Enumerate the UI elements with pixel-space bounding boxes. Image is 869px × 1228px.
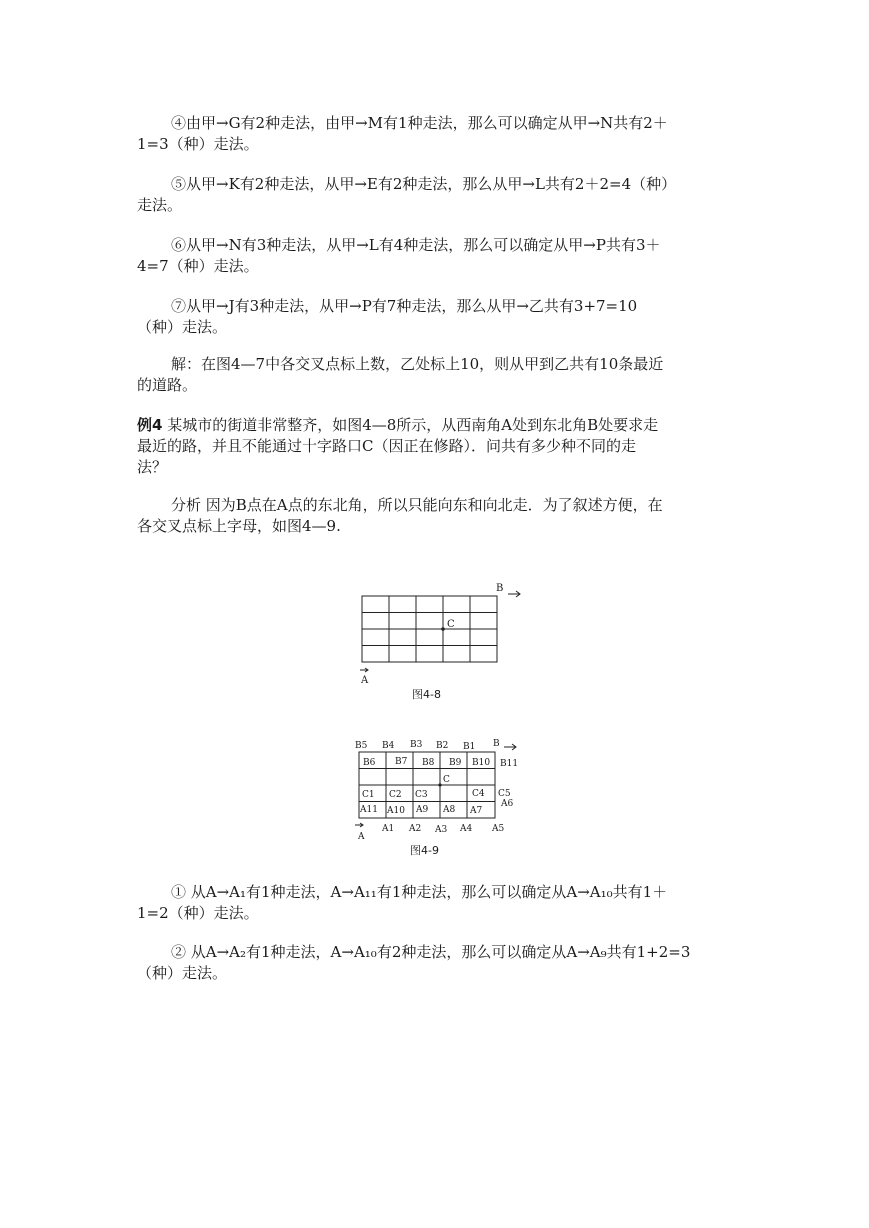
point-c [438,783,441,786]
figure-4-8 [350,578,530,688]
label-b5: B5 [355,741,368,751]
figure-4-9 [350,735,530,845]
arrow-a-icon [355,823,363,827]
paragraph-step-6: ⑥从甲→N有3种走法，从甲→L有4种走法，那么可以确定从甲→P共有3＋ 4=7（种）走法。 [137,236,661,275]
paragraph-step-5: ⑤从甲→K有2种走法，从甲→E有2种走法，那么从甲→L共有2＋2=4（种） 走法。 [137,175,677,214]
label-a6: A6 [501,799,514,809]
label-a10: A10 [387,806,405,816]
label-a7: A7 [470,806,483,816]
label-b10: B10 [472,758,491,768]
arrow-a-icon [360,668,368,672]
label-a5: A5 [492,824,505,834]
label-a9: A9 [416,805,429,815]
label-c: C [443,775,450,785]
label-c4: C4 [472,789,485,799]
label-a1: A1 [382,824,395,834]
caption-4-8: 图4-8 [412,688,441,701]
arrow-b-icon [504,744,516,750]
label-c1: C1 [362,790,375,800]
paragraph-step-2: ② 从A→A₂有1种走法，A→A₁₀有2种走法，那么可以确定从A→A₉共有1+2=3 （种）走法。 [137,943,691,982]
label-a: A [358,832,365,842]
label-b: B [496,583,504,594]
label-a11: A11 [360,805,378,815]
paragraph-solution: 解：在图4—7中各交叉点标上数，乙处标上10，则从甲到乙共有10条最近 的道路。 [137,355,664,394]
caption-4-9: 图4-9 [410,844,439,857]
paragraph-analysis: 分析 因为B点在A点的东北角，所以只能向东和向北走．为了叙述方便，在 各交叉点标上字母，如图4—9. [137,496,663,535]
point-c [441,627,445,631]
label-b: B [493,739,500,749]
arrow-b-icon [508,591,520,597]
label-a: A [361,675,369,686]
label-b2: B2 [436,741,449,751]
paragraph-step-7: ⑦从甲→J有3种走法，从甲→P有7种走法，那么从甲→乙共有3+7=10 （种）走法。 [137,297,638,336]
label-a2: A2 [409,824,422,834]
label-b8: B8 [422,758,435,768]
label-b11: B11 [500,759,519,769]
paragraph-step-1: ① 从A→A₁有1种走法，A→A₁₁有1种走法，那么可以确定从A→A₁₀共有1＋ 1=2（种）走法。 [137,883,668,922]
label-b9: B9 [449,758,462,768]
label-a3: A3 [435,825,448,835]
example-4 [137,415,737,478]
label-a8: A8 [443,805,456,815]
paragraph-step-4: ④由甲→G有2种走法，由甲→M有1种走法，那么可以确定从甲→N共有2＋ 1=3（种）走法。 [137,114,668,153]
label-b1: B1 [463,742,476,752]
label-b4: B4 [382,741,395,751]
label-b7: B7 [395,757,408,767]
label-c5: C5 [498,789,511,799]
label-b6: B6 [363,758,376,768]
label-c2: C2 [389,790,402,800]
label-c: C [447,619,455,630]
label-a4: A4 [460,824,473,834]
label-c3: C3 [415,790,428,800]
example-text: 某城市的街道非常整齐，如图4—8所示，从西南角A处到东北角B处要求走 最近的路，并且不能通过十字路口C（因正在修路）．问共有多少种不同的走 法？ [137,416,659,476]
label-b3: B3 [410,740,423,750]
grid-4-8 [362,596,497,662]
example-label: 例4 [137,416,163,434]
